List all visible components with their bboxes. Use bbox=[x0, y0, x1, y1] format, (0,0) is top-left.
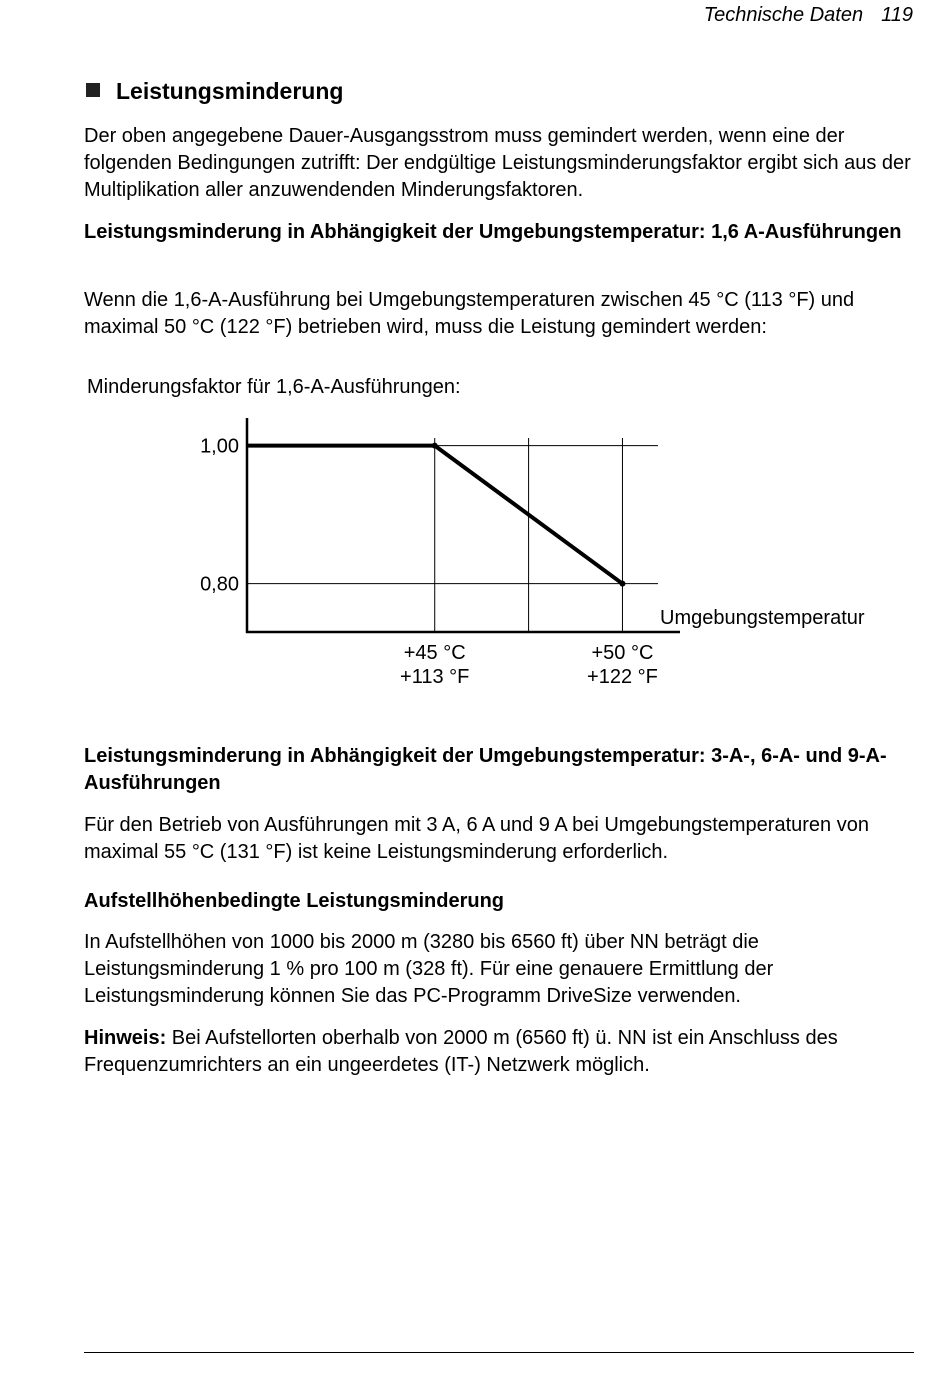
x-tick-label-f-0: +113 °F bbox=[400, 666, 470, 688]
x-tick-label-c-0: +45 °C bbox=[403, 642, 466, 664]
sub3-heading: Aufstellhöhenbedingte Leistungsminderung bbox=[84, 890, 504, 912]
intro-paragraph: Der oben angegebene Dauer-Ausgangsstrom muss gemindert werden, wenn eine der folgenden Bedingungen zutrifft: Der endgültige Leistungsminderungsfaktor ergibt sich aus der Multiplikation aller anzuwendenden Minderungsfaktoren. bbox=[84, 125, 911, 201]
note-text: Bei Aufstellorten oberhalb von 2000 m (6560 ft) ü. NN ist ein Anschluss des Frequenzumrichters an ein ungeerdetes (IT-) Netzwerk möglich. bbox=[84, 1027, 838, 1076]
page-number: 119 bbox=[881, 4, 913, 26]
x-tick-label-f-1: +122 °F bbox=[587, 666, 658, 688]
x-tick-label-c-1: +50 °C bbox=[591, 642, 654, 664]
chart-caption: Minderungsfaktor für 1,6-A-Ausführungen: bbox=[87, 376, 461, 398]
chart-grid bbox=[247, 438, 658, 632]
y-tick-label-1: 0,80 bbox=[200, 573, 239, 596]
y-tick-label-0: 1,00 bbox=[200, 435, 239, 458]
chart-labels bbox=[200, 436, 865, 688]
sub2-heading: Leistungsminderung in Abhängigkeit der Umgebungstemperatur: 3-A-, 6-A- und 9-A-Ausführungen bbox=[84, 745, 887, 794]
footer-rule bbox=[84, 1352, 914, 1353]
sub2-paragraph: Für den Betrieb von Ausführungen mit 3 A, 6 A und 9 A bei Umgebungstemperaturen von maximal 55 °C (131 °F) ist keine Leistungsminderung erforderlich. bbox=[84, 814, 869, 863]
data-point-0-2 bbox=[619, 581, 625, 587]
data-point-0-1 bbox=[432, 443, 438, 449]
note-label: Hinweis: bbox=[84, 1027, 167, 1049]
x-axis-label: Umgebungstemperatur bbox=[660, 607, 865, 629]
header-section: Technische Daten bbox=[703, 4, 864, 26]
chart-series bbox=[247, 443, 625, 587]
note-paragraph bbox=[84, 1025, 914, 1079]
chart-axes bbox=[246, 418, 680, 633]
sub1-heading: Leistungsminderung in Abhängigkeit der Umgebungstemperatur: 1,6 A-Ausführungen bbox=[84, 221, 902, 243]
sub3-paragraph: In Aufstellhöhen von 1000 bis 2000 m (3280 bis 6560 ft) über NN beträgt die Leistungsminderung 1 % pro 100 m (328 ft). Für eine genauere Ermittlung der Leistungsminderung können Sie das PC-Programm DriveSize verwenden. bbox=[84, 931, 774, 1007]
section-title-text: Leistungsminderung bbox=[116, 78, 344, 104]
sub1-paragraph: Wenn die 1,6-A-Ausführung bei Umgebungstemperaturen zwischen 45 °C (113 °F) und maximal 50 °C (122 °F) betrieben wird, muss die Leistung gemindert werden: bbox=[84, 289, 855, 338]
